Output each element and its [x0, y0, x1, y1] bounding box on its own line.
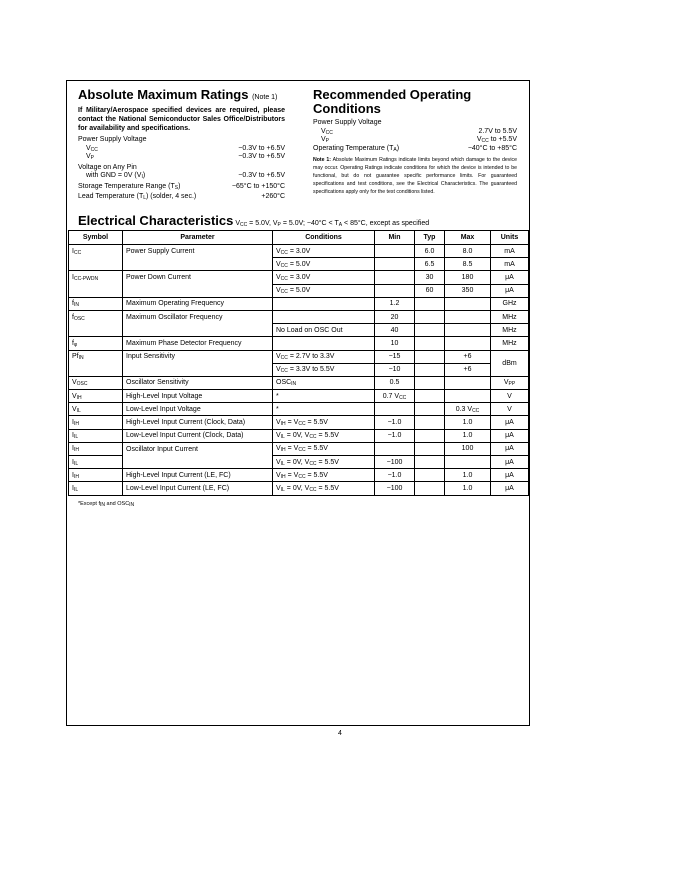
ec-title: Electrical Characteristics $V_{CC} = 5.0V$, $V_P = 5.0V$; $-40^\circ C < T_A < 85^\circ C$, except as specified	[78, 213, 430, 228]
voltage-any-pin: Voltage on Any Pin	[78, 163, 137, 171]
table-footnote: *Except $f_{IN}$ and $OSC_{IN}$	[78, 501, 135, 508]
abs-max-title: Absolute Maximum Ratings (Note 1)	[78, 87, 278, 102]
rec-vp-row: $V_P$ $V_{CC}$ to +5.5V	[321, 136, 517, 144]
table-row: $f_{IN}$ Maximum Operating Frequency 1.2 GHz	[69, 297, 529, 310]
table-row: $I_{IH}$ Oscillator Input Current $V_{IH} = V_{CC} = 5.5V$ 100 μA	[69, 442, 529, 455]
table-row: $I_{CC}$ Power Supply Current $V_{CC} = 3.0V$ 6.0 8.0 mA	[69, 245, 529, 258]
power-supply-label: Power Supply Voltage	[78, 136, 147, 143]
note-1: Note 1: Absolute Maximum Ratings indicate limits beyond which damage to the device may occur. Operating Ratings indicate conditions for which the device is intended to be functional, but do not guarantee specific performance limits. For guaranteed specifications and test conditions, see the Electrical Characteristics. The guaranteed specifications apply only for the test conditions listed.	[313, 157, 517, 195]
abs-vcc-row: $V_{CC}$ −0.3V to +6.5V	[86, 144, 285, 153]
table-row: No Load on OSC Out 40 MHz	[69, 324, 529, 337]
table-row: $V_{IL}$ Low-Level Input Voltage * 0.3 $V_{CC}$ V	[69, 403, 529, 416]
table-row: $I_{IH}$ High-Level Input Current (LE, FC) $V_{IH} = V_{CC} = 5.5V$ −1.0 1.0 μA	[69, 469, 529, 482]
table-row: $V_{CC} = 5.0V$ 60 350 μA	[69, 284, 529, 297]
table-row: $I_{CC-PWDN}$ Power Down Current $V_{CC} = 3.0V$ 30 180 μA	[69, 271, 529, 284]
table-row: $V_{CC} = 3.3V$ to 5.5V −10 +6	[69, 363, 529, 376]
table-row: $I_{IL}$ Low-Level Input Current (Clock, Data) $V_{IL} = 0V$, $V_{CC} = 5.5V$ −1.0 1.0 μA	[69, 429, 529, 442]
table-row: $Pf_{IN}$ Input Sensitivity $V_{CC} = 2.7V$ to 3.3V −15 +6 dBm	[69, 350, 529, 363]
table-row: $I_{IL}$ $V_{IL} = 0V$, $V_{CC} = 5.5V$ −100 μA	[69, 456, 529, 469]
page-number: 4	[338, 730, 342, 737]
abs-storage-row: Storage Temperature Range $(T_S)$ −65°C to +150°C	[78, 182, 285, 191]
conditions-cell: $V_{CC} = 3.0V$	[273, 245, 375, 258]
col-max: Max	[445, 231, 491, 245]
abs-vp-row: $V_P$ −0.3V to +6.5V	[86, 153, 285, 161]
col-symbol: Symbol	[69, 231, 123, 245]
table-header	[69, 231, 529, 245]
rec-vcc-row: $V_{CC}$ 2.7V to 5.5V	[321, 127, 517, 136]
table-row: $f_\varphi$ Maximum Phase Detector Frequency 10 MHz	[69, 337, 529, 350]
symbol-cell: $I_{CC}$	[69, 245, 123, 258]
rec-power-label: Power Supply Voltage	[313, 119, 382, 126]
recommended-operating-conditions	[313, 88, 517, 196]
abs-lead-row: Lead Temperature $(T_L)$ (solder, 4 sec.) +260°C	[78, 193, 285, 201]
table-row: $V_{CC} = 5.0V$ 6.5 8.5 mA	[69, 258, 529, 271]
abs-gnd-row: with GND = 0V $(V_I)$ −0.3V to +6.5V	[86, 172, 285, 180]
rec-op-title: Recommended Operating Conditions	[313, 87, 472, 116]
table-row: $I_{IH}$ High-Level Input Current (Clock, Data) $V_{IH} = V_{CC} = 5.5V$ −1.0 1.0 μA	[69, 416, 529, 429]
table-row: $f_{OSC}$ Maximum Oscillator Frequency 20 MHz	[69, 310, 529, 323]
electrical-characteristics-table	[68, 230, 529, 496]
table-row: $V_{IH}$ High-Level Input Voltage * 0.7 $V_{CC}$ V	[69, 390, 529, 403]
col-units: Units	[491, 231, 529, 245]
parameter-cell: Power Supply Current	[123, 245, 273, 258]
table-row: $I_{IL}$ Low-Level Input Current (LE, FC) $V_{IL} = 0V$, $V_{CC} = 5.5V$ −100 1.0 μA	[69, 482, 529, 495]
table-row: $V_{OSC}$ Oscillator Sensitivity $OSC_{IN}$ 0.5 $V_{PP}$	[69, 376, 529, 389]
col-min: Min	[375, 231, 415, 245]
col-conditions: Conditions	[273, 231, 375, 245]
absolute-maximum-ratings	[78, 88, 285, 202]
rec-temp-row: Operating Temperature $(T_A)$ −40°C to +85°C	[313, 144, 517, 153]
military-warning: If Military/Aerospace specified devices are required, please contact the National Semiconductor Sales Office/Distributors for availability and specifications.	[78, 107, 285, 132]
col-parameter: Parameter	[123, 231, 273, 245]
col-typ: Typ	[415, 231, 445, 245]
